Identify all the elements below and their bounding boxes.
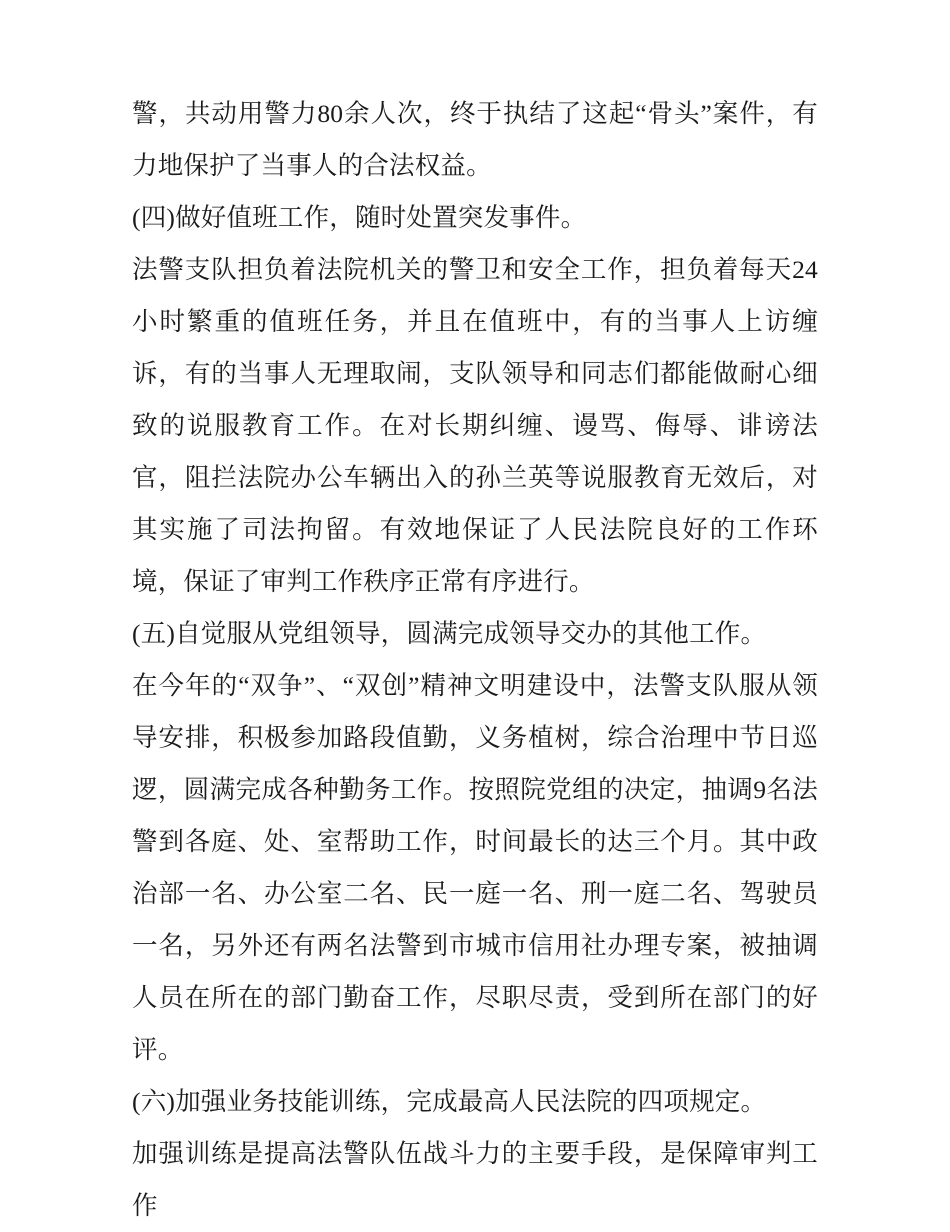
document-body (132, 88, 818, 1232)
paragraph: (六)加强业务技能训练，完成最高人民法院的四项规定。 (132, 1087, 767, 1116)
paragraph: 加强训练是提高法警队伍战斗力的主要手段，是保障审判工作 (132, 1139, 818, 1220)
paragraph: 法警支队担负着法院机关的警卫和安全工作，担负着每天24小时繁重的值班任务，并且在值班中，有的当事人上访缠诉，有的当事人无理取闹，支队领导和同志们都能做耐心细致的说服教育工作。在对长期纠缠、谩骂、侮辱、诽谤法官，阻拦法院办公车辆出入的孙兰英等说服教育无效后，对其实施了司法拘留。有效地保证了人民法院良好的工作环境，保证了审判工作秩序正常有序进行。 (132, 255, 818, 596)
paragraph: 警，共动用警力80余人次，终于执结了这起“骨头”案件，有力地保护了当事人的合法权益。 (132, 99, 818, 180)
paragraph: 在今年的“双争”、“双创”精神文明建设中，法警支队服从领导安排，积极参加路段值勤，义务植树，综合治理中节日巡逻，圆满完成各种勤务工作。按照院党组的决定，抽调9名法警到各庭、处、室帮助工作，时间最长的达三个月。其中政治部一名、办公室二名、民一庭一名、刑一庭二名、驾驶员一名，另外还有两名法警到市城市信用社办理专案，被抽调人员在所在的部门勤奋工作，尽职尽责，受到所在部门的好评。 (132, 671, 818, 1064)
paragraph: (四)做好值班工作，随时处置突发事件。 (132, 203, 587, 232)
paragraph: (五)自觉服从党组领导，圆满完成领导交办的其他工作。 (132, 619, 767, 648)
